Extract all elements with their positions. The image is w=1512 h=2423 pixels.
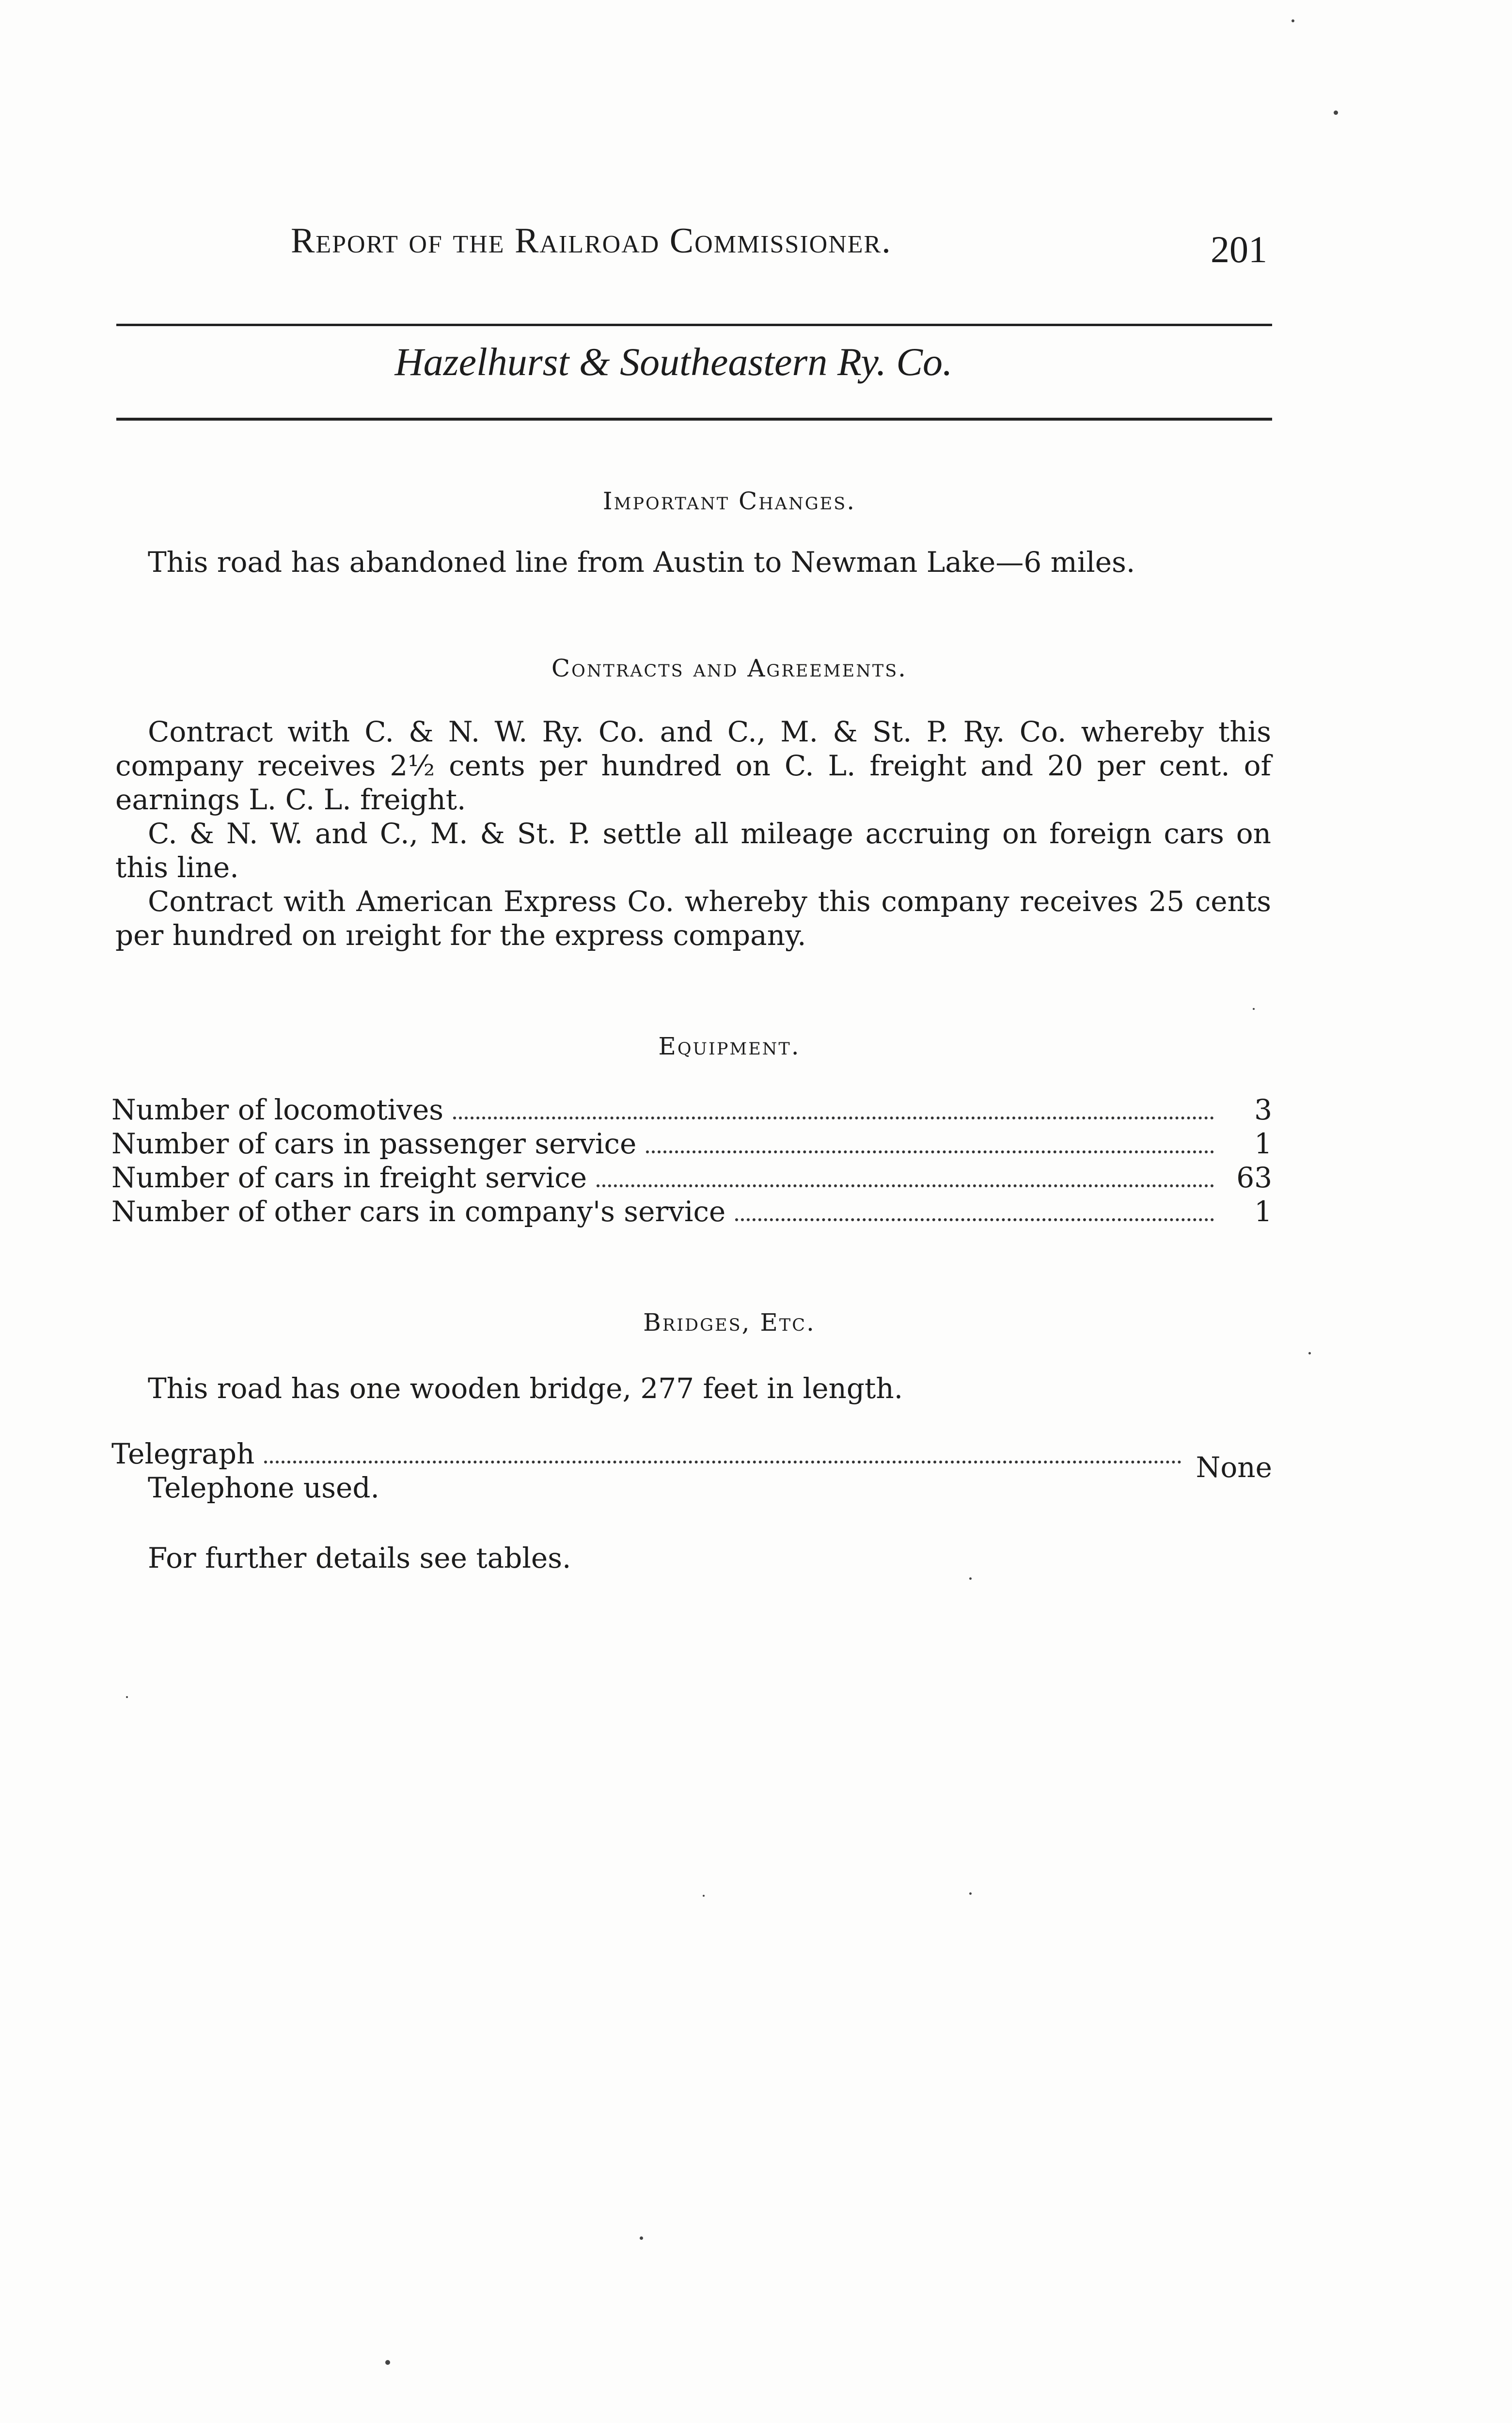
company-title-text: Hazelhurst & Southeastern Ry. Co. <box>394 340 953 384</box>
important-changes-text: This road has abandoned line from Austin to Newman Lake—6 miles. <box>148 546 1135 579</box>
scan-speck <box>969 1577 972 1580</box>
telegraph-value: None <box>1196 1451 1272 1484</box>
equipment-value: 3 <box>1254 1093 1272 1126</box>
telephone-text: Telephone used. <box>148 1471 379 1504</box>
contract-paragraph: Contract with American Express Co. whereby this company receives 25 cents per hundred on ıreight for the express company. <box>115 885 1271 952</box>
contracts-block <box>115 715 1271 952</box>
equipment-row <box>111 1161 1272 1195</box>
section-heading-text: Bridges, Etc. <box>643 1308 816 1337</box>
company-title <box>0 339 1512 385</box>
equipment-value: 1 <box>1254 1127 1272 1160</box>
section-heading-text: Important Changes. <box>602 487 856 515</box>
scan-speck <box>385 2360 390 2365</box>
page-number: 201 <box>1211 228 1267 270</box>
scan-speck <box>1334 110 1338 115</box>
dot-leader <box>453 1116 1214 1119</box>
equipment-label: Number of cars in freight service <box>111 1161 587 1194</box>
equipment-label: Number of locomotives <box>111 1093 444 1126</box>
bridge-text: This road has one wooden bridge, 277 feet in length. <box>148 1372 903 1405</box>
dot-leader <box>646 1150 1214 1153</box>
running-head: Report of the Railroad Commissioner. <box>291 221 892 261</box>
equipment-row <box>111 1093 1272 1127</box>
equipment-value: 1 <box>1254 1195 1272 1228</box>
section-heading-text: Contracts and Agreements. <box>551 654 908 682</box>
scan-speck <box>1292 19 1294 22</box>
equipment-table <box>111 1093 1272 1228</box>
dot-leader <box>597 1184 1214 1187</box>
scan-speck <box>969 1892 972 1895</box>
section-heading-important-changes <box>0 487 1512 515</box>
equipment-label: Number of cars in passenger service <box>111 1127 637 1160</box>
bottom-rule <box>116 418 1272 421</box>
equipment-label: Number of other cars in company's service <box>111 1195 726 1228</box>
scan-speck <box>703 1895 705 1897</box>
scan-speck <box>640 2236 643 2240</box>
dot-leader <box>264 1460 1181 1463</box>
scan-speck <box>1308 1352 1311 1354</box>
scan-speck <box>126 1696 128 1698</box>
dot-leader <box>735 1218 1214 1221</box>
telegraph-row <box>111 1437 1272 1484</box>
section-heading-bridges <box>0 1308 1512 1337</box>
further-details-text: For further details see tables. <box>148 1542 571 1574</box>
section-heading-equipment <box>0 1032 1512 1060</box>
equipment-value: 63 <box>1236 1161 1272 1194</box>
telegraph-label: Telegraph <box>111 1437 255 1470</box>
contract-paragraph: C. & N. W. and C., M. & St. P. settle all mileage accruing on foreign cars on this line. <box>115 817 1271 884</box>
contract-paragraph: Contract with C. & N. W. Ry. Co. and C., M. & St. P. Ry. Co. whereby this company receives 2½ cents per hundred on C. L. freight and 20 per cent. of earnings L. C. L. freight. <box>115 715 1271 816</box>
section-heading-text: Equipment. <box>658 1032 801 1060</box>
scan-speck <box>1253 1008 1255 1010</box>
equipment-row <box>111 1127 1272 1161</box>
equipment-row <box>111 1195 1272 1228</box>
top-rule <box>116 324 1272 326</box>
section-heading-contracts <box>0 654 1512 682</box>
